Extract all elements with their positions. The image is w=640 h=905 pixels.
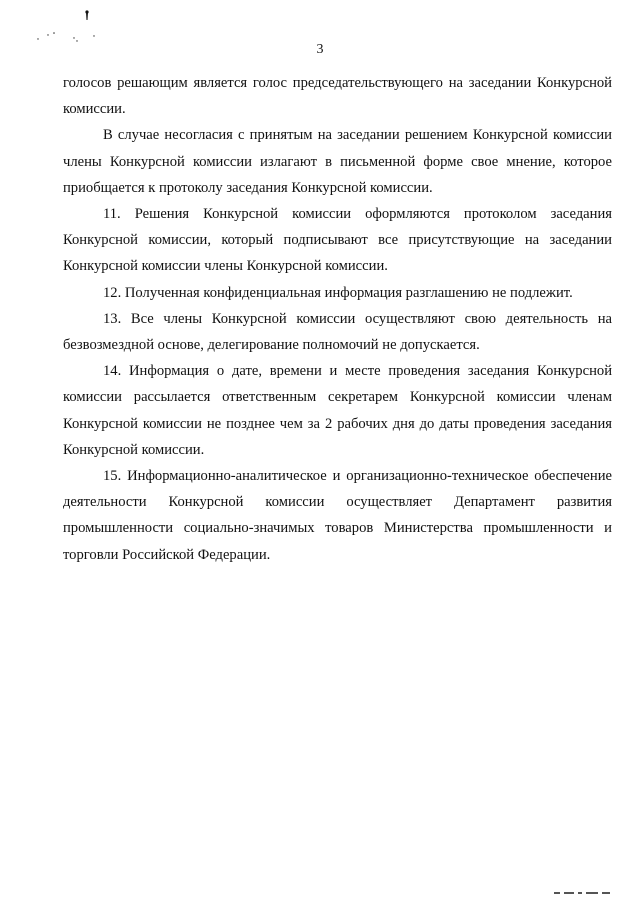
page-number: 3 (316, 42, 324, 57)
scan-artifact-bottom (552, 889, 622, 897)
paragraph-disagreement: В случае несогласия с принятым на заседании решением Конкурсной комиссии члены Конкурсной комиссии излагают в письменной форме свое мнение, которое приобщается к протоколу заседания Конкурсной комиссии. (63, 127, 612, 196)
paragraph-13: 13. Все члены Конкурсной комиссии осуществляют свою деятельность на безвозмездной основе, делегирование полномочий не допускается. (63, 310, 612, 354)
document-body (63, 70, 612, 568)
paragraph-continuation: голосов решающим является голос председательствующего на заседании Конкурсной комиссии. (63, 75, 612, 118)
paragraph-12: 12. Полученная конфиденциальная информация разглашению не подлежит. (103, 284, 573, 301)
paragraph-15: 15. Информационно-аналитическое и организационно-техническое обеспечение деятельности Конкурсной комиссии осуществляет Департамент развития промышленности социально-значимых товаров Министерства промышленности и торговли Российской Федерации. (63, 468, 612, 563)
scan-artifact-marks (30, 6, 110, 46)
paragraph-11: 11. Решения Конкурсной комиссии оформляются протоколом заседания Конкурсной комиссии, который подписывают все присутствующие на заседании Конкурсной комиссии члены Конкурсной комиссии. (63, 206, 612, 275)
paragraph-14: 14. Информация о дате, времени и месте проведения заседания Конкурсной комиссии рассылается ответственным секретарем Конкурсной комиссии членам Конкурсной комиссии не позднее чем за 2 рабочих дня до даты проведения заседания Конкурсной комиссии. (63, 363, 612, 458)
